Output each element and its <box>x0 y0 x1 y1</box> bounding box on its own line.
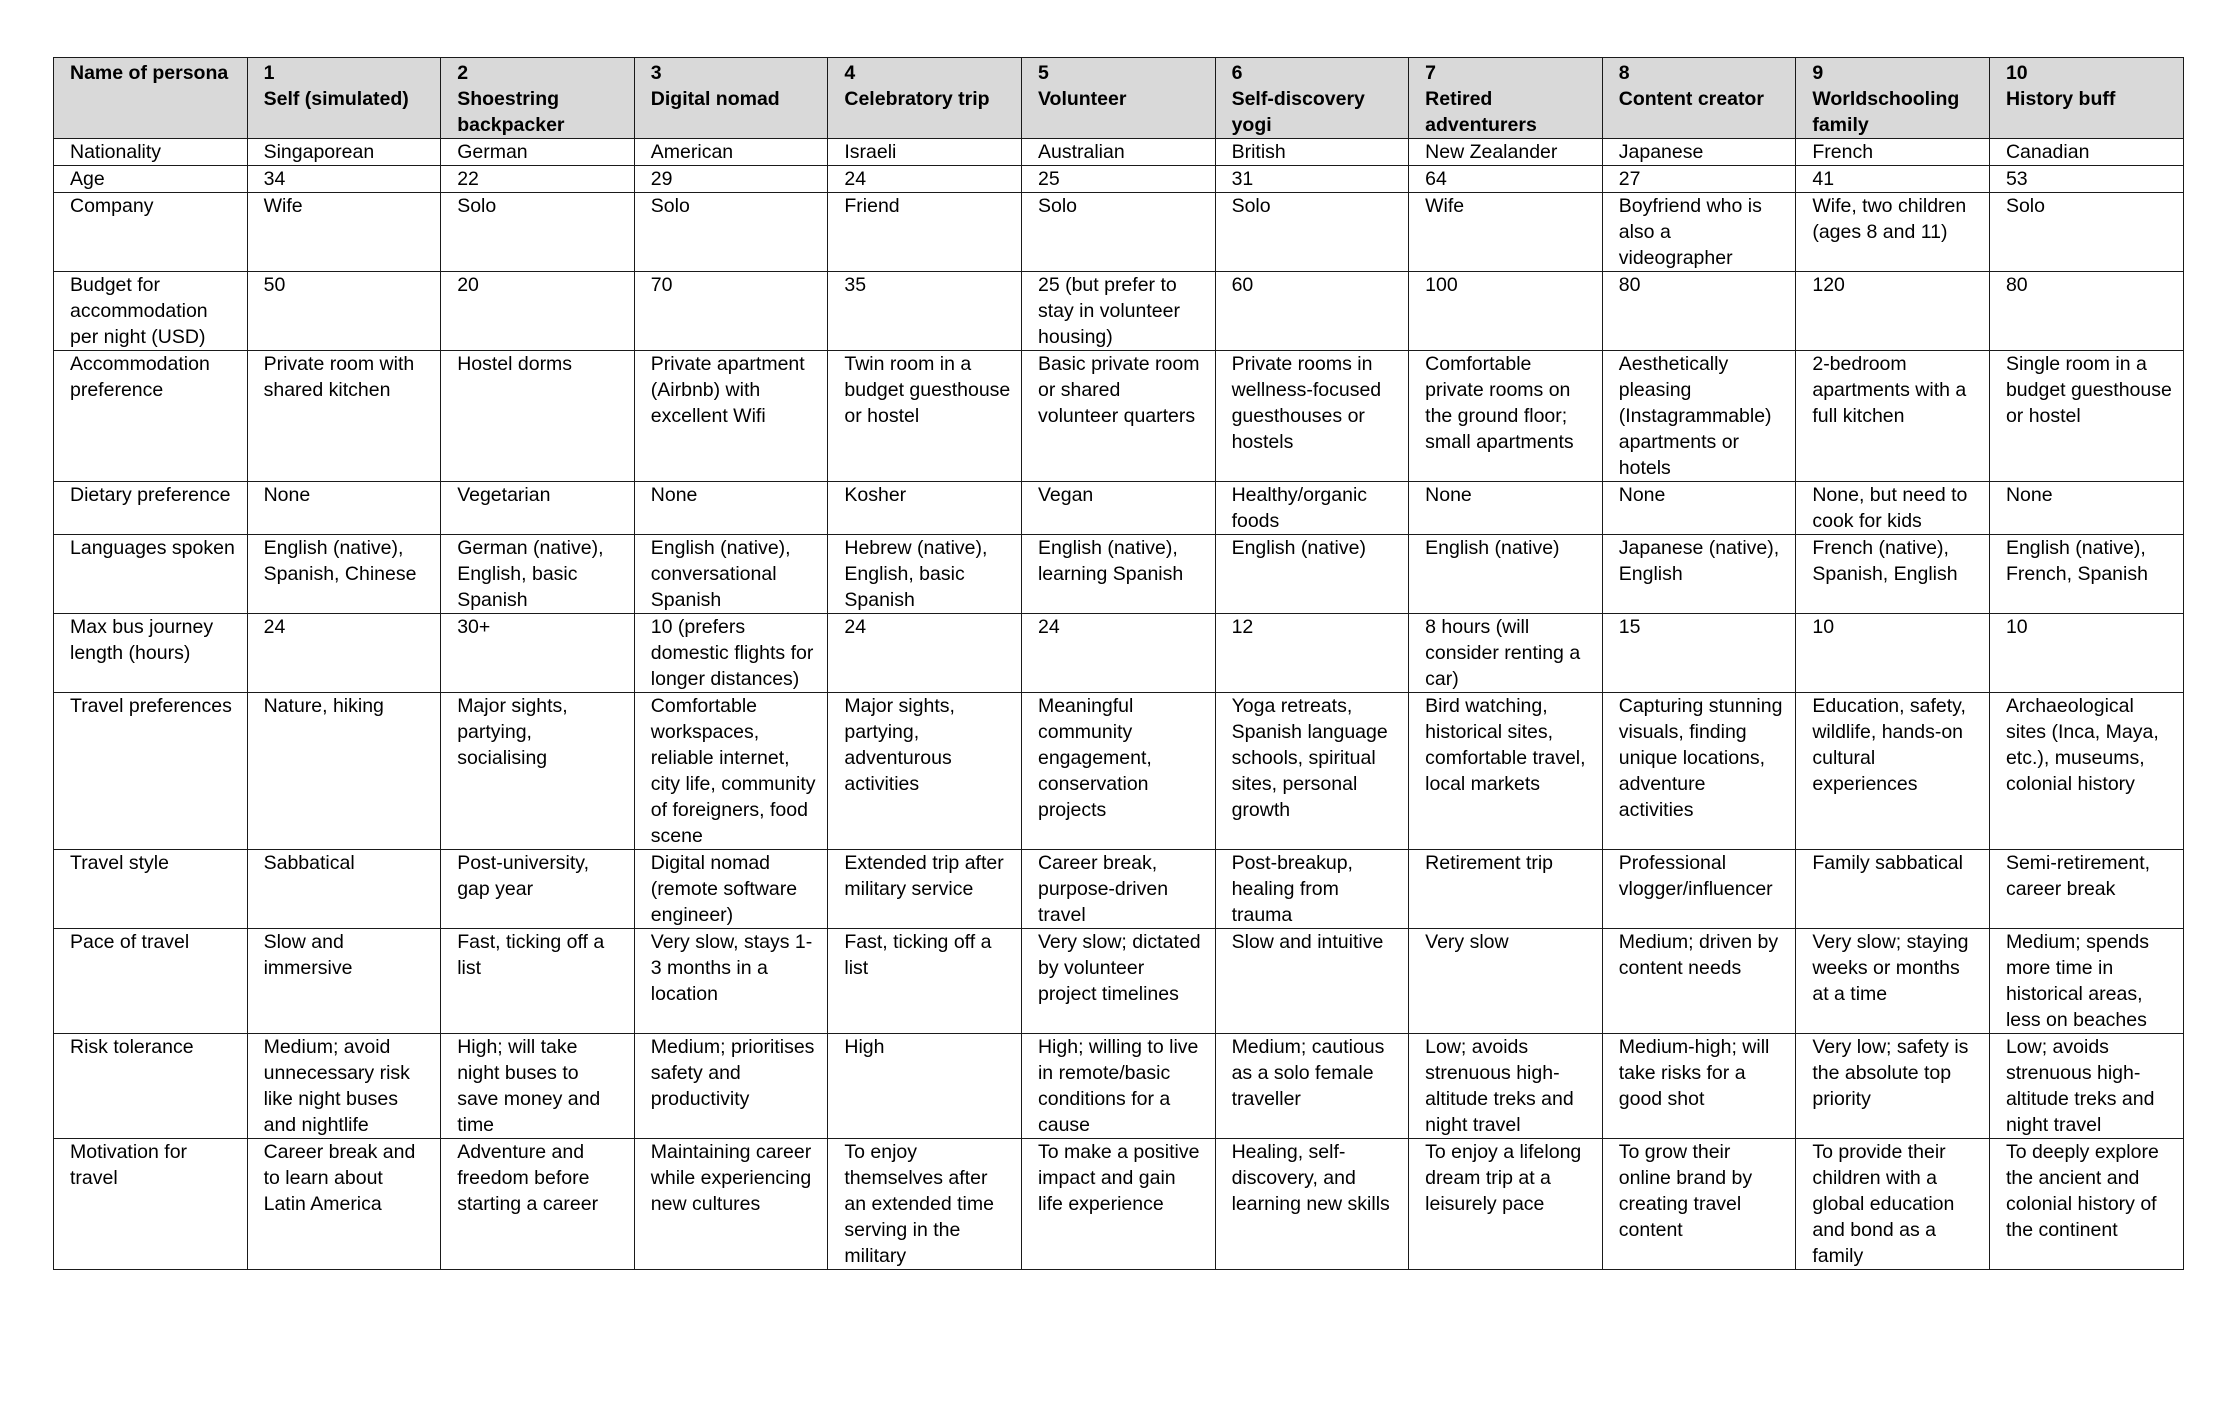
table-cell: High; will take night buses to save money and time <box>441 1034 635 1139</box>
table-cell: 27 <box>1602 166 1796 193</box>
table-cell: 35 <box>828 272 1022 351</box>
table-cell: German (native), English, basic Spanish <box>441 535 635 614</box>
persona-number: 8 <box>1618 62 1630 84</box>
table-cell: Medium-high; will take risks for a good shot <box>1602 1034 1796 1139</box>
table-cell: Hostel dorms <box>441 351 635 482</box>
table-cell: 31 <box>1215 166 1409 193</box>
table-cell: Retirement trip <box>1409 850 1603 929</box>
table-cell: Fast, ticking off a list <box>828 929 1022 1034</box>
table-cell: None <box>247 482 441 535</box>
table-cell: British <box>1215 139 1409 166</box>
persona-number: 10 <box>2005 62 2028 84</box>
persona-name: Digital nomad <box>650 88 780 110</box>
row-label-cell: Accommodation preference <box>54 351 248 482</box>
table-cell: To make a positive impact and gain life experience <box>1021 1139 1215 1270</box>
table-cell: Comfortable private rooms on the ground floor; small apartments <box>1409 351 1603 482</box>
row-label-cell: Company <box>54 193 248 272</box>
table-cell: Education, safety, wildlife, hands-on cultural experiences <box>1796 693 1990 850</box>
table-cell: Single room in a budget guesthouse or hostel <box>1989 351 2183 482</box>
table-cell: Fast, ticking off a list <box>441 929 635 1034</box>
table-row-accommodation-preference <box>54 351 2184 482</box>
table-cell: 10 <box>1989 614 2183 693</box>
header-row <box>54 58 2184 139</box>
persona-name: Retired adventurers <box>1425 88 1537 136</box>
table-cell: 22 <box>441 166 635 193</box>
row-label-cell: Travel style <box>54 850 248 929</box>
persona-name: Content creator <box>1618 88 1764 110</box>
table-cell: 60 <box>1215 272 1409 351</box>
table-cell: Solo <box>441 193 635 272</box>
table-cell: 24 <box>1021 614 1215 693</box>
table-cell: Medium; spends more time in historical areas, less on beaches <box>1989 929 2183 1034</box>
table-row-motivation-for-travel <box>54 1139 2184 1270</box>
persona-name: Worldschooling family <box>1812 88 1960 136</box>
row-label-cell: Budget for accommodation per night (USD) <box>54 272 248 351</box>
row-label-cell: Travel preferences <box>54 693 248 850</box>
row-label-cell: Max bus journey length (hours) <box>54 614 248 693</box>
table-cell: 24 <box>828 166 1022 193</box>
table-cell: Singaporean <box>247 139 441 166</box>
table-cell: Wife <box>1409 193 1603 272</box>
persona-table <box>53 57 2184 1270</box>
table-cell: Post-university, gap year <box>441 850 635 929</box>
table-cell: Maintaining career while experiencing new cultures <box>634 1139 828 1270</box>
table-cell: Digital nomad (remote software engineer) <box>634 850 828 929</box>
row-label-cell: Motivation for travel <box>54 1139 248 1270</box>
persona-header-cell <box>247 58 441 139</box>
table-cell: Nature, hiking <box>247 693 441 850</box>
table-row-travel-style <box>54 850 2184 929</box>
table-cell: Meaningful community engagement, conservation projects <box>1021 693 1215 850</box>
table-cell: To deeply explore the ancient and colonial history of the continent <box>1989 1139 2183 1270</box>
table-cell: Wife <box>247 193 441 272</box>
table-cell: Yoga retreats, Spanish language schools, spiritual sites, personal growth <box>1215 693 1409 850</box>
table-cell: English (native), conversational Spanish <box>634 535 828 614</box>
table-row-company <box>54 193 2184 272</box>
table-row-dietary-preference <box>54 482 2184 535</box>
table-cell: 25 <box>1021 166 1215 193</box>
table-cell: Kosher <box>828 482 1022 535</box>
table-cell: Vegan <box>1021 482 1215 535</box>
persona-name: Celebratory trip <box>844 88 990 110</box>
table-cell: Solo <box>1021 193 1215 272</box>
persona-number: 2 <box>457 62 469 84</box>
table-cell: Private room with shared kitchen <box>247 351 441 482</box>
persona-number: 7 <box>1425 62 1437 84</box>
table-cell: 24 <box>828 614 1022 693</box>
persona-name: Self (simulated) <box>263 88 409 110</box>
table-cell: Medium; avoid unnecessary risk like night buses and nightlife <box>247 1034 441 1139</box>
table-cell: 2-bedroom apartments with a full kitchen <box>1796 351 1990 482</box>
table-row-risk-tolerance <box>54 1034 2184 1139</box>
table-cell: 12 <box>1215 614 1409 693</box>
table-cell: American <box>634 139 828 166</box>
table-cell: Japanese (native), English <box>1602 535 1796 614</box>
table-cell: Australian <box>1021 139 1215 166</box>
persona-number: 4 <box>844 62 856 84</box>
table-cell: Solo <box>1989 193 2183 272</box>
table-cell: English (native), French, Spanish <box>1989 535 2183 614</box>
table-cell: 100 <box>1409 272 1603 351</box>
table-cell: Twin room in a budget guesthouse or hostel <box>828 351 1022 482</box>
persona-header-cell <box>634 58 828 139</box>
table-cell: High <box>828 1034 1022 1139</box>
table-cell: Major sights, partying, adventurous activities <box>828 693 1022 850</box>
table-cell: 15 <box>1602 614 1796 693</box>
table-cell: Career break, purpose-driven travel <box>1021 850 1215 929</box>
table-row-travel-preferences <box>54 693 2184 850</box>
table-cell: Boyfriend who is also a videographer <box>1602 193 1796 272</box>
table-cell: English (native), Spanish, Chinese <box>247 535 441 614</box>
table-cell: Medium; cautious as a solo female traveller <box>1215 1034 1409 1139</box>
table-cell: Japanese <box>1602 139 1796 166</box>
table-cell: German <box>441 139 635 166</box>
persona-header-cell <box>1602 58 1796 139</box>
table-cell: Semi-retirement, career break <box>1989 850 2183 929</box>
persona-number: 6 <box>1231 62 1243 84</box>
table-cell: None <box>634 482 828 535</box>
persona-number: 5 <box>1037 62 1049 84</box>
table-cell: 8 hours (will consider renting a car) <box>1409 614 1603 693</box>
table-cell: 20 <box>441 272 635 351</box>
table-row-budget-for-accommodation-per-night-usd <box>54 272 2184 351</box>
table-cell: To enjoy a lifelong dream trip at a leisurely pace <box>1409 1139 1603 1270</box>
table-cell: Low; avoids strenuous high-altitude treks and night travel <box>1409 1034 1603 1139</box>
table-cell: 70 <box>634 272 828 351</box>
table-cell: Israeli <box>828 139 1022 166</box>
table-cell: To enjoy themselves after an extended time serving in the military <box>828 1139 1022 1270</box>
corner-header-cell <box>54 58 248 139</box>
row-label-cell: Languages spoken <box>54 535 248 614</box>
table-row-max-bus-journey-length-hours <box>54 614 2184 693</box>
table-cell: Sabbatical <box>247 850 441 929</box>
persona-number: 9 <box>1812 62 1824 84</box>
table-cell: 120 <box>1796 272 1990 351</box>
table-cell: 29 <box>634 166 828 193</box>
table-row-languages-spoken <box>54 535 2184 614</box>
table-row-pace-of-travel <box>54 929 2184 1034</box>
table-cell: To provide their children with a global education and bond as a family <box>1796 1139 1990 1270</box>
persona-header-cell <box>1021 58 1215 139</box>
table-cell: None <box>1409 482 1603 535</box>
table-cell: Solo <box>1215 193 1409 272</box>
table-row-age <box>54 166 2184 193</box>
persona-header-cell <box>1796 58 1990 139</box>
persona-header-cell <box>828 58 1022 139</box>
table-cell: Aesthetically pleasing (Instagrammable) apartments or hotels <box>1602 351 1796 482</box>
table-cell: French <box>1796 139 1990 166</box>
table-cell: 10 <box>1796 614 1990 693</box>
row-label-cell: Nationality <box>54 139 248 166</box>
persona-name: Volunteer <box>1037 88 1127 110</box>
table-cell: English (native) <box>1215 535 1409 614</box>
table-cell: Low; avoids strenuous high-altitude treks and night travel <box>1989 1034 2183 1139</box>
table-cell: Bird watching, historical sites, comfortable travel, local markets <box>1409 693 1603 850</box>
table-cell: 25 (but prefer to stay in volunteer housing) <box>1021 272 1215 351</box>
table-cell: Extended trip after military service <box>828 850 1022 929</box>
table-cell: 30+ <box>441 614 635 693</box>
persona-header-cell <box>1215 58 1409 139</box>
table-cell: Comfortable workspaces, reliable internet, city life, community of foreigners, food scene <box>634 693 828 850</box>
table-cell: None <box>1602 482 1796 535</box>
table-cell: 80 <box>1602 272 1796 351</box>
table-cell: 41 <box>1796 166 1990 193</box>
table-cell: Career break and to learn about Latin America <box>247 1139 441 1270</box>
table-cell: Archaeological sites (Inca, Maya, etc.), museums, colonial history <box>1989 693 2183 850</box>
row-label-cell: Age <box>54 166 248 193</box>
table-cell: To grow their online brand by creating travel content <box>1602 1139 1796 1270</box>
table-cell: English (native), learning Spanish <box>1021 535 1215 614</box>
persona-name: Self-discovery yogi <box>1231 88 1365 136</box>
table-cell: Capturing stunning visuals, finding unique locations, adventure activities <box>1602 693 1796 850</box>
persona-name: Shoestring backpacker <box>457 88 565 136</box>
table-cell: Vegetarian <box>441 482 635 535</box>
table-cell: 80 <box>1989 272 2183 351</box>
row-label-cell: Risk tolerance <box>54 1034 248 1139</box>
table-cell: 64 <box>1409 166 1603 193</box>
persona-number: 3 <box>650 62 662 84</box>
table-cell: Friend <box>828 193 1022 272</box>
table-cell: 53 <box>1989 166 2183 193</box>
table-cell: Very slow, stays 1-3 months in a location <box>634 929 828 1034</box>
table-cell: Solo <box>634 193 828 272</box>
table-cell: None <box>1989 482 2183 535</box>
table-cell: Slow and intuitive <box>1215 929 1409 1034</box>
table-cell: Healing, self-discovery, and learning new skills <box>1215 1139 1409 1270</box>
table-cell: 24 <box>247 614 441 693</box>
table-cell: None, but need to cook for kids <box>1796 482 1990 535</box>
persona-header-cell <box>1409 58 1603 139</box>
table-cell: Adventure and freedom before starting a career <box>441 1139 635 1270</box>
table-cell: Basic private room or shared volunteer quarters <box>1021 351 1215 482</box>
table-cell: Post-breakup, healing from trauma <box>1215 850 1409 929</box>
row-label-cell: Dietary preference <box>54 482 248 535</box>
table-cell: 34 <box>247 166 441 193</box>
table-cell: Wife, two children (ages 8 and 11) <box>1796 193 1990 272</box>
table-body <box>54 139 2184 1270</box>
table-cell: 10 (prefers domestic flights for longer distances) <box>634 614 828 693</box>
table-cell: Healthy/organic foods <box>1215 482 1409 535</box>
table-row-nationality <box>54 139 2184 166</box>
table-cell: French (native), Spanish, English <box>1796 535 1990 614</box>
persona-header-cell <box>441 58 635 139</box>
table-cell: High; willing to live in remote/basic conditions for a cause <box>1021 1034 1215 1139</box>
table-cell: Family sabbatical <box>1796 850 1990 929</box>
persona-header-cell <box>1989 58 2183 139</box>
table-cell: Very low; safety is the absolute top priority <box>1796 1034 1990 1139</box>
table-cell: Canadian <box>1989 139 2183 166</box>
table-cell: Medium; prioritises safety and productivity <box>634 1034 828 1139</box>
table-cell: New Zealander <box>1409 139 1603 166</box>
table-cell: Private rooms in wellness-focused guesthouses or hostels <box>1215 351 1409 482</box>
table-cell: Professional vlogger/influencer <box>1602 850 1796 929</box>
persona-number: 1 <box>263 62 275 84</box>
table-cell: Medium; driven by content needs <box>1602 929 1796 1034</box>
table-cell: Very slow; dictated by volunteer project timelines <box>1021 929 1215 1034</box>
persona-name: History buff <box>2005 88 2116 110</box>
table-cell: Private apartment (Airbnb) with excellent Wifi <box>634 351 828 482</box>
table-cell: Major sights, partying, socialising <box>441 693 635 850</box>
table-cell: 50 <box>247 272 441 351</box>
table-cell: Slow and immersive <box>247 929 441 1034</box>
table-cell: Very slow; staying weeks or months at a time <box>1796 929 1990 1034</box>
row-label-cell: Pace of travel <box>54 929 248 1034</box>
corner-label: Name of persona <box>70 62 229 84</box>
table-cell: Very slow <box>1409 929 1603 1034</box>
table-cell: English (native) <box>1409 535 1603 614</box>
table-cell: Hebrew (native), English, basic Spanish <box>828 535 1022 614</box>
